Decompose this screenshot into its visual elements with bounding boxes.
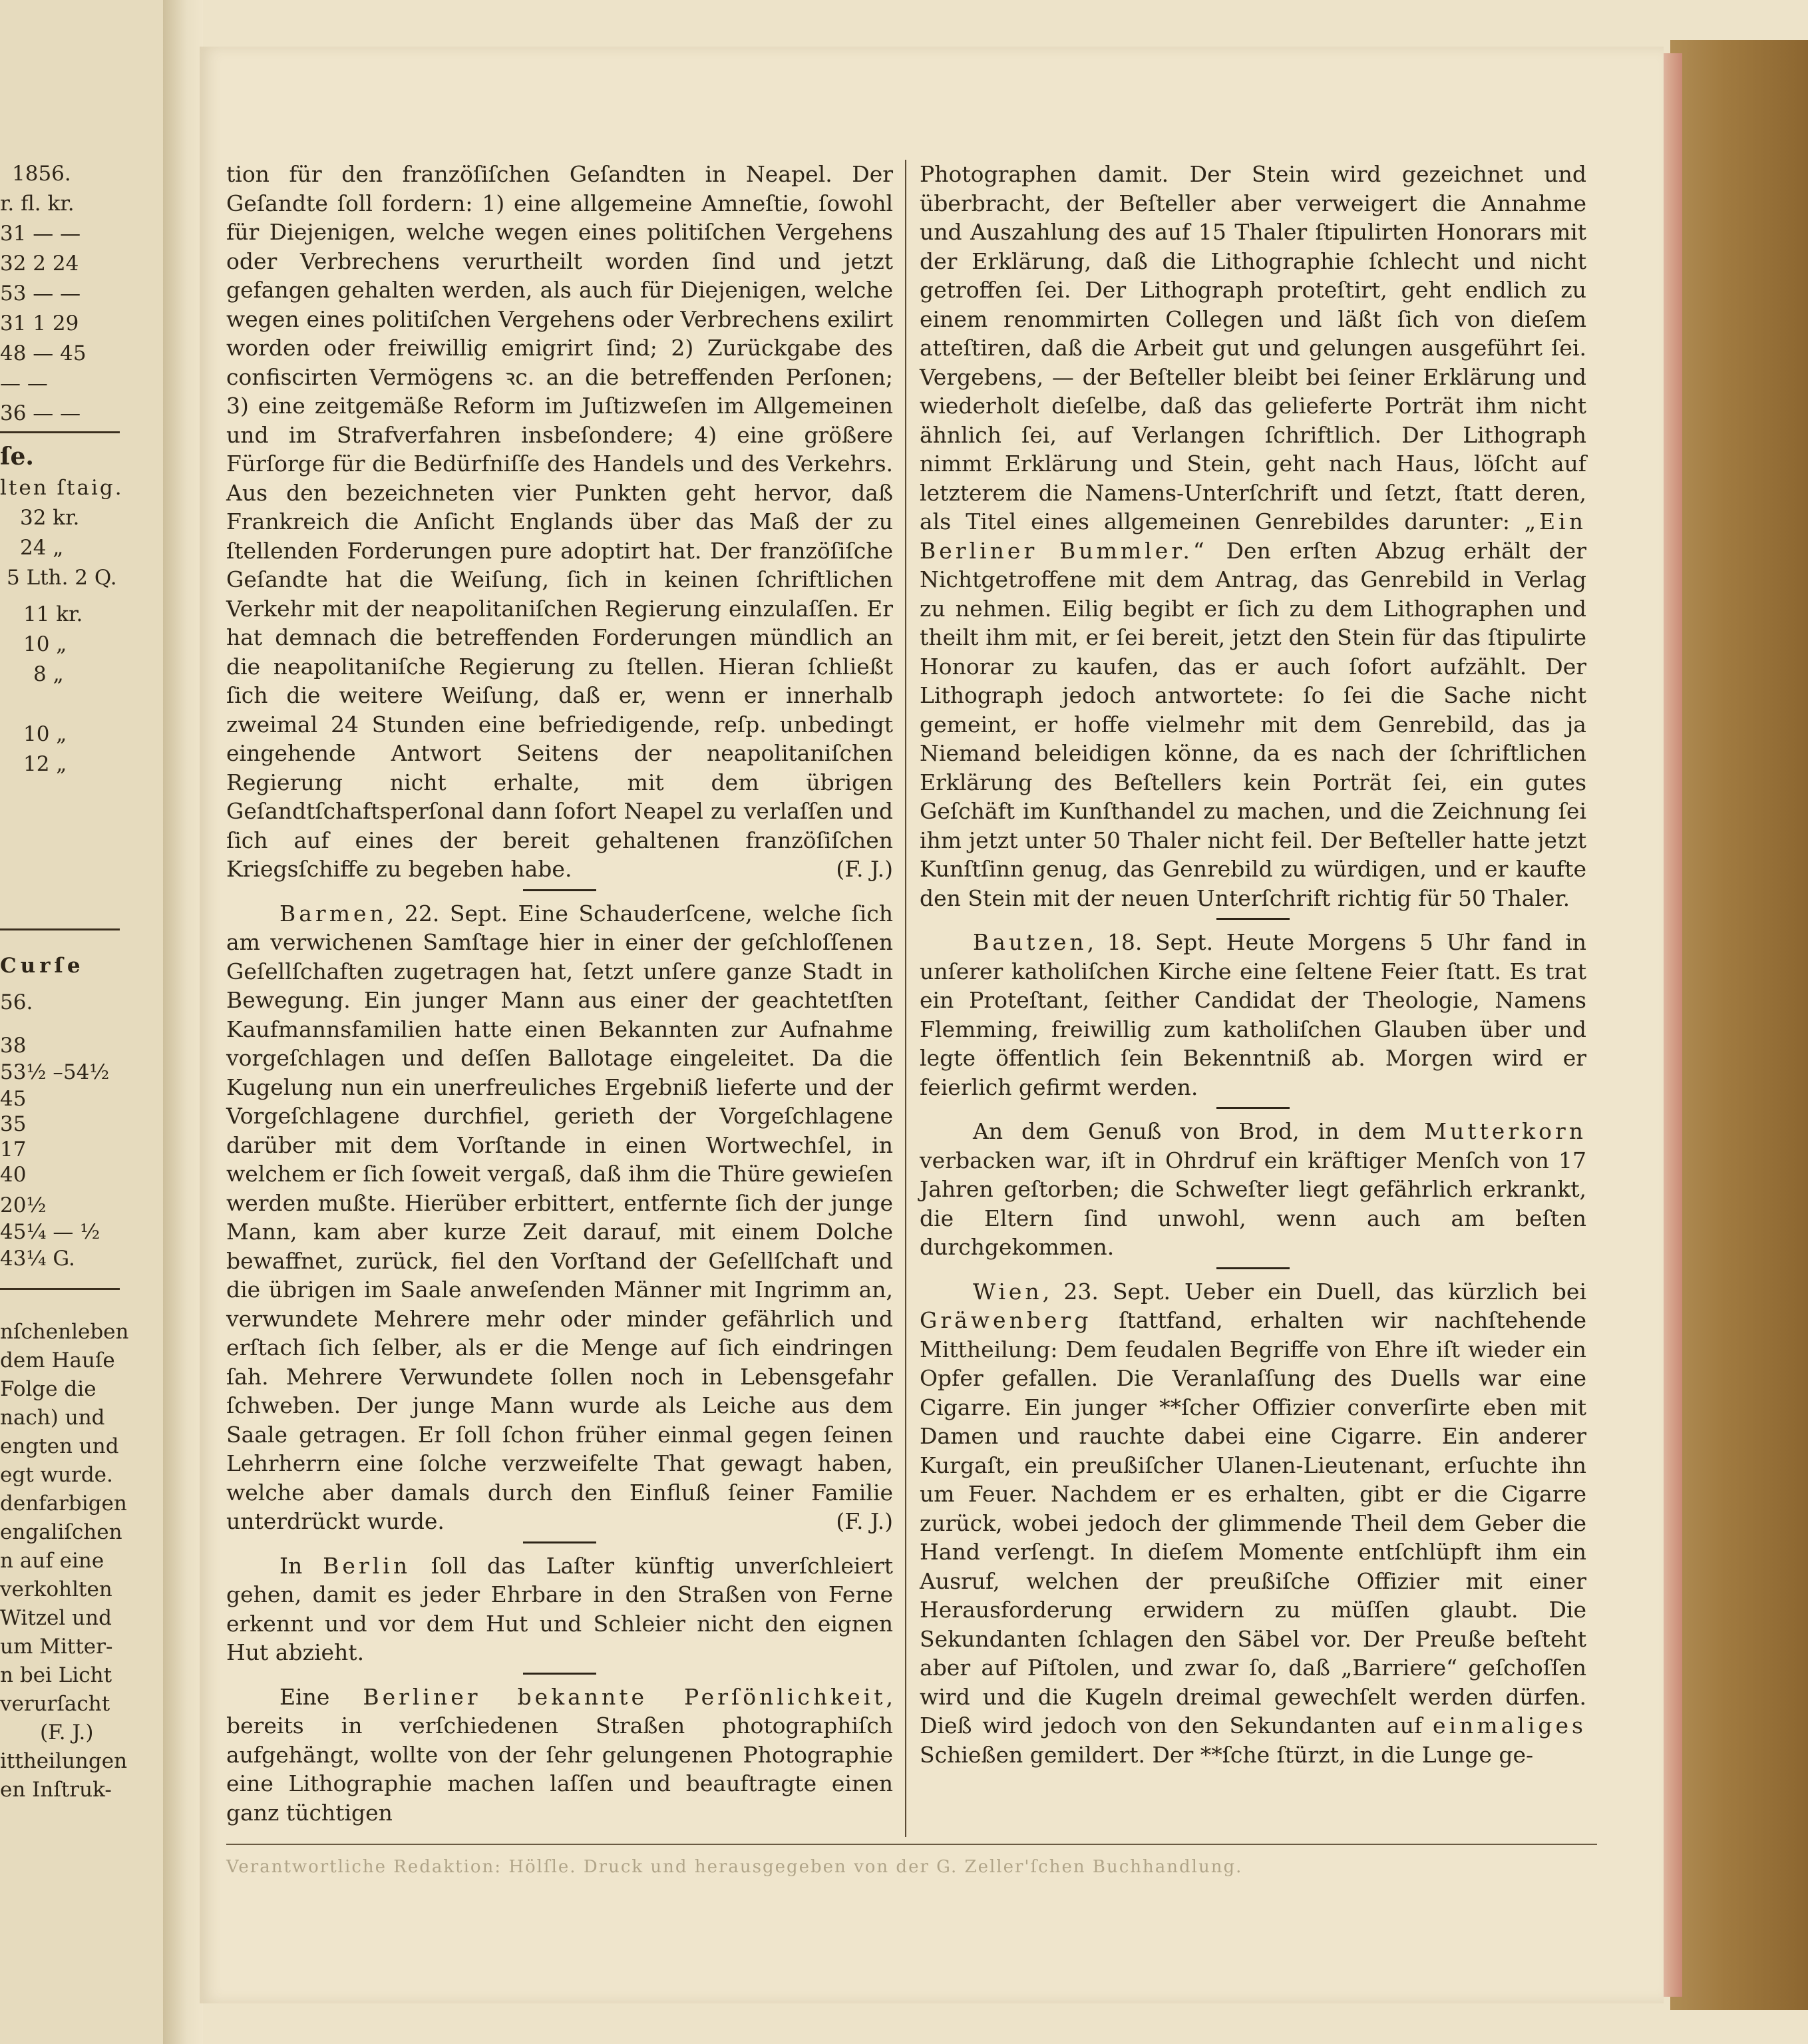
left-list-item: 8 „	[33, 662, 64, 686]
article-separator	[523, 1541, 596, 1543]
article-signature: (F. J.)	[836, 1508, 893, 1534]
left-text-line: en Inſtruk-	[0, 1778, 112, 1802]
left-list-item: 11 kr.	[23, 602, 83, 626]
article-bautzen: Bautzen, 18. Sept. Heute Morgens 5 Uhr fand in unſerer katholiſchen Kirche eine ſeltene Feier ſtatt. Es trat ein Proteſtant, ſeither Candidat der Theologie, Namens Flemming, freiwillig zum katholiſchen Glauben über und legte öffentlich ſein Bekenntniß ab. Morgen wird er feierlich gefirmt werden.	[920, 929, 1586, 1100]
left-page-fragment	[0, 0, 163, 2044]
left-list-item: 32 kr.	[20, 506, 80, 530]
left-list-item: 45¼ — ½	[0, 1220, 100, 1244]
left-text-line: (F. J.)	[40, 1721, 94, 1744]
left-year: 1856.	[12, 162, 71, 186]
article-ohrdruf: An dem Genuß von Brod, in dem Mutterkorn verbacken war, iſt in Ohrdruf ein kräftiger Menſch von 17 Jahren geſtorben; die Schweſter liegt gefährlich erkrankt, die Eltern ſind unwohl, wenn auch am beſten durchgekommen.	[920, 1118, 1586, 1260]
footer-rule	[226, 1844, 1597, 1845]
left-heading: lten ſtaig.	[0, 476, 124, 500]
left-list-item: 40	[0, 1163, 27, 1187]
place-name: Berlin	[323, 1552, 411, 1579]
left-list-item: 10 „	[23, 722, 67, 746]
left-rule	[0, 1288, 120, 1290]
place-name: Wien	[973, 1278, 1043, 1305]
left-col-headers: r. fl. kr.	[0, 192, 75, 216]
left-text-line: n auf eine	[0, 1549, 104, 1573]
left-list-item: 53½ –54½	[0, 1060, 110, 1084]
left-row: 31 — —	[0, 222, 81, 246]
article-separator	[1216, 1107, 1290, 1109]
left-list-item: 24 „	[20, 536, 64, 560]
article-separator	[523, 889, 596, 891]
left-text-line: dem Hauſe	[0, 1348, 115, 1372]
left-row: 36 — —	[0, 401, 81, 425]
place-name: Barmen	[279, 900, 387, 926]
left-list-item: 35	[0, 1112, 27, 1136]
left-text-line: denfarbigen	[0, 1492, 127, 1516]
left-text-line: verurſacht	[0, 1692, 110, 1716]
place-name: Bautzen	[973, 929, 1087, 955]
article-signature: (F. J.)	[836, 856, 893, 882]
left-heading: ſe.	[0, 443, 34, 471]
column-left	[226, 160, 893, 1827]
left-text-line: um Mitter-	[0, 1635, 113, 1659]
column-divider	[905, 160, 906, 1837]
article-separator	[1216, 918, 1290, 920]
left-row: 53 — —	[0, 282, 81, 306]
book-cover	[1670, 40, 1808, 2010]
left-list-item: 43¼ G.	[0, 1247, 75, 1271]
left-row: 31 1 29	[0, 311, 79, 335]
left-rule	[0, 431, 120, 433]
left-list-item: 17	[0, 1137, 27, 1161]
left-text-line: engten und	[0, 1434, 119, 1458]
article-barmen: Barmen, 22. Sept. Eine Schauderſcene, welche ſich am verwichenen Samſtage hier in einer der geſchloſſenen Geſellſchaften zugetragen hat, ſetzt unſere ganze Stadt in Bewegung. Ein junger Mann aus einer der geachtetſten Kaufmannsfamilien hatte einen Bekannten zur Aufnahme vorgeſchlagen und deſſen Ballotage eingeleitet. Da die Kugelung nun ein unerfreuliches Ergebniß lieferte und der Vorgeſchlagene durchfiel, gerieth der Vorgeſchlagene darüber mit dem Vorſtande in einen Wortwechſel, in welchem er ſich ſoweit vergaß, daß ihm die Thüre gewieſen werden mußte. Hierüber erbittert, entfernte ſich der junge Mann, kam aber kurze Zeit darauf, mit einem Dolche bewaffnet, zurück, fiel den Vorſtand der Geſellſchaft und die übrigen im Saale anweſenden Männer mit Ingrimm an, verwundete Mehrere mehr oder minder gefährlich und erſtach ſich ſelber, als er die Menge auf ſich eindringen ſah. Mehrere Verwundete ſollen noch in Lebensgefahr ſchweben. Der junge Mann wurde als Leiche aus dem Saale getragen. Er ſoll ſchon früher einmal gegen ſeinen Lehrherrn eine ſolche verzweifelte That gewagt haben, welche aber damals durch den Einfluß ſeiner Familie unterdrückt wurde. (F. J.)	[226, 899, 893, 1536]
left-text-line: engaliſchen	[0, 1520, 122, 1544]
left-list-item: 12 „	[23, 752, 67, 776]
left-text-line: ittheilungen	[0, 1749, 128, 1773]
article-berlin: In Berlin ſoll das Laſter künftig unverſchleiert gehen, damit es jeder Ehrbare in den Straßen von Ferne erkennt und vor dem Hut und Schleier nicht den eignen Hut abzieht.	[226, 1552, 893, 1665]
left-row: 48 — 45	[0, 341, 87, 365]
left-rule	[0, 928, 120, 930]
article-paragraph: tion für den franzöſiſchen Geſandten in Neapel. Der Geſandte ſoll fordern: 1) eine allgemeine Amneſtie, ſowohl für Diejenigen, welche wegen eines politiſchen Vergehens oder Verbrechens verurtheilt worden ſind und jetzt gefangen gehalten werden, als auch für Diejenigen, welche wegen eines politiſchen Vergehens oder Verbrechens exilirt worden oder freiwillig emigrirt ſind; 2) Zurückgabe des confiscirten Vermögens ꝛc. an die betreffenden Perſonen; 3) eine zeitgemäße Reform im Juſtizweſen im Allgemeinen und im Strafverfahren insbeſondere; 4) eine größere Fürſorge für die Bedürfniſſe des Handels und des Verkehrs. Aus den bezeichneten vier Punkten geht hervor, daß Frankreich die Anſicht Englands über das Maß der zu ſtellenden Forderungen pure adoptirt hat. Der franzöſiſche Geſandte hat die Weiſung, ſich in keinen ſchriftlichen Verkehr mit der neapolitaniſchen Regierung einzulaſſen. Er hat demnach die betreffenden Forderungen mündlich an die neapolitaniſche Regierung zu ſtellen. Hieran ſchließt ſich die weitere Weiſung, daß er, wenn er innerhalb zweimal 24 Stunden eine befriedigende, reſp. unbedingt eingehende Antwort Seitens der neapolitaniſchen Regierung nicht erhalte, mit dem übrigen Geſandtſchaftsperſonal dann ſofort Neapel zu verlaſſen und ſich auf eines der bereit gehaltenen franzöſiſchen Kriegsſchiffe zu begeben habe. (F. J.)	[226, 160, 893, 884]
left-list-item: 45	[0, 1087, 27, 1111]
left-text-line: nach) und	[0, 1406, 105, 1430]
left-list-item: 5 Lth. 2 Q.	[7, 566, 117, 590]
article-paragraph: Photographen damit. Der Stein wird gezeichnet und überbracht, der Beſteller aber verweigert die Annahme und Auszahlung des auf 15 Thaler ſtipulirten Honorars mit der Erklärung, daß die Lithographie ſchlecht und nicht getroffen ſei. Der Lithograph proteſtirt, geht endlich zu einem renommirten Collegen und läßt ſich von dieſem atteſtiren, daß die Arbeit gut und gelungen ausgeführt ſei. Vergebens, — der Beſteller bleibt bei ſeiner Erklärung und wiederholt dieſelbe, daß das gelieferte Porträt ihm nicht ähnlich ſei, auf Verlangen ſchriftlich. Der Lithograph nimmt Erklärung und Stein, geht nach Haus, löſcht auf letzterem die Namens-Unterſchrift und ſetzt, ſtatt deren, als Titel eines allgemeinen Genrebildes darunter: „Ein Berliner Bummler.“ Den erſten Abzug erhält der Nichtgetroffene mit dem Antrag, das Genrebild in Verlag zu nehmen. Eilig begibt er ſich zu dem Lithographen und theilt ihm mit, er ſei bereit, jetzt den Stein für das ſtipulirte Honorar zu kaufen, das er auch ſofort aufzählt. Der Lithograph jedoch antwortete: ſo ſei die Sache nicht gemeint, er hoffe vielmehr mit dem Genrebild, das ja Niemand beleidigen könne, da es nach der ſchriftlichen Erklärung des Beſtellers kein Porträt ſei, ein gutes Geſchäft im Kunſthandel zu machen, und die Zeichnung ſei ihm jetzt unter 50 Thaler nicht feil. Der Beſteller hatte jetzt Kunſtſinn genug, das Genrebild zu würdigen, und er kaufte den Stein mit der neuen Unterſchrift richtig für 50 Thaler.	[920, 161, 1586, 911]
left-text-line: Folge die	[0, 1377, 96, 1401]
article-separator	[1216, 1267, 1290, 1269]
article-separator	[523, 1673, 596, 1675]
left-list-item: 38	[0, 1034, 27, 1058]
column-right	[920, 160, 1586, 1769]
page-gutter	[163, 0, 203, 2044]
imprint-footer: Verantwortliche Redaktion: Hölſle. Druck und herausgegeben von der G. Zeller'ſchen Buchhandlung.	[226, 1857, 1243, 1877]
left-list-item: 10 „	[23, 632, 67, 656]
left-text-line: nſchenleben	[0, 1320, 129, 1344]
left-heading: Curſe	[0, 954, 85, 978]
left-text-line: Witzel und	[0, 1606, 112, 1630]
left-row: 32 2 24	[0, 252, 79, 276]
article-wien: Wien, 23. Sept. Ueber ein Duell, das kürzlich bei Gräwenberg ſtattfand, erhalten wir nachſtehende Mittheilung: Dem feudalen Begriffe von Ehre iſt wieder ein Opfer gefallen. Die Veranlaſſung des Duells war eine Cigarre. Ein junger **ſcher Offizier converſirte eben mit Damen und rauchte dabei eine Cigarre. Ein anderer Kurgaſt, ein preußiſcher Ulanen-Lieutenant, erſuchte ihn um Feuer. Nachdem er es erhalten, gibt er die Cigarre zurück, wobei jedoch der glimmende Theil dem Geber die Hand verſengt. In dieſem Momente entſchlüpft ihm ein Ausruf, welchen der preußiſche Offizier mit einer Herausforderung erwidern zu müſſen glaubt. Die Sekundanten ſchlagen den Säbel vor. Der Preuße beſteht aber auf Piſtolen, und zwar ſo, daß „Barriere“ geſchoſſen wird und die Kugeln dreimal gewechſelt werden dürfen. Dieß wird jedoch von den Sekundanten auf einmaliges Schießen gemildert. Der **ſche ſtürzt, in die Lunge ge-	[920, 1278, 1586, 1768]
left-row: — —	[0, 371, 48, 395]
article-berliner-persoenlichkeit: Eine Berliner bekannte Perſönlichkeit, bereits in verſchiedenen Straßen photographiſch aufgehängt, wollte von der ſehr gelungenen Photographie eine Lithographie machen laſſen und beauftragte einen ganz tüchtigen	[226, 1683, 893, 1826]
left-text-line: n bei Licht	[0, 1663, 112, 1687]
left-list-item: 56.	[0, 990, 33, 1014]
left-text-line: verkohlten	[0, 1577, 112, 1601]
left-text-line: egt wurde.	[0, 1463, 113, 1487]
left-list-item: 20½	[0, 1193, 47, 1217]
